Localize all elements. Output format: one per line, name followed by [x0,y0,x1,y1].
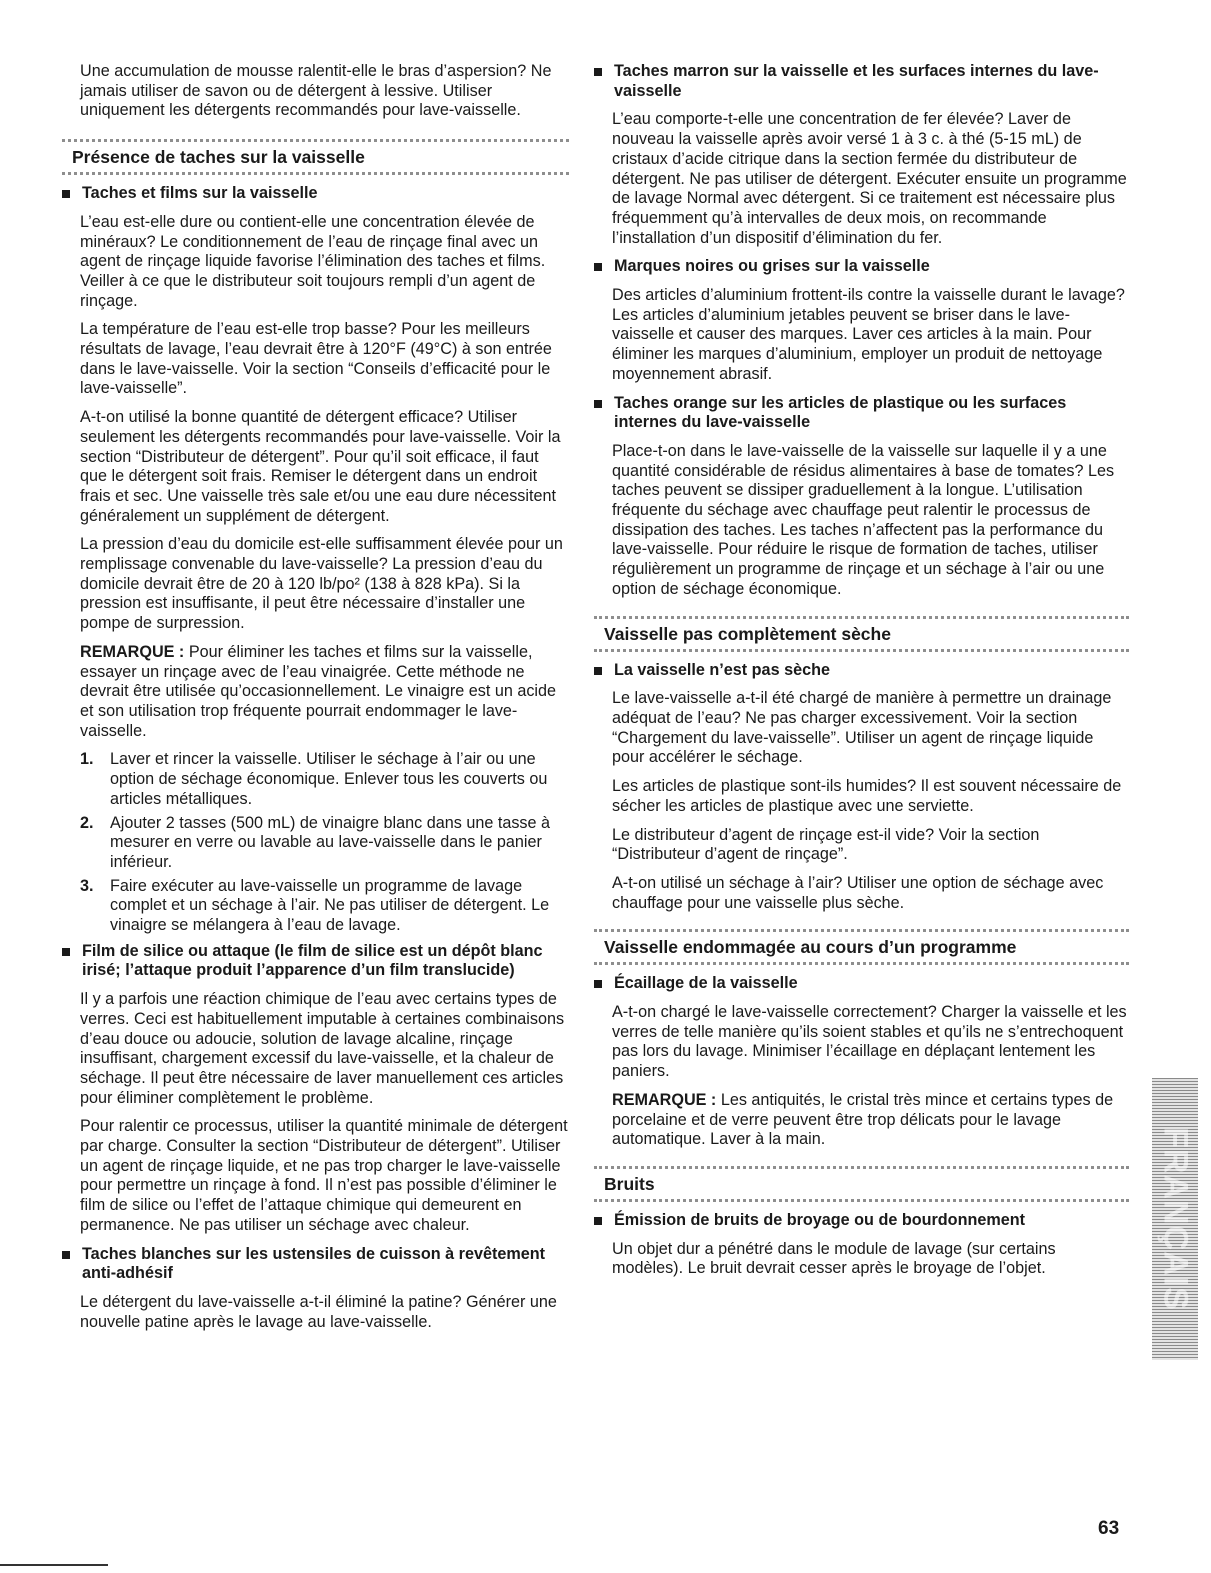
intro-paragraph: Une accumulation de mousse ralentit-elle le bras d’aspersion? Ne jamais utiliser de savon ou de détergent à lessive. Utiliser uniquement les détergents recommandés pour lave-vaisselle. [80,62,552,120]
paragraph: A-t-on utilisé un séchage à l’air? Utiliser une option de séchage avec chauffage pour une vaisselle plus sèche. [612,873,1104,912]
paragraph: Les articles de plastique sont-ils humides? Il est souvent nécessaire de sécher les articles de plastique avec une serviette. [612,777,1122,815]
paragraph: Le distributeur d’agent de rinçage est-il vide? Voir la section “Distributeur d’agent de rinçage”. [612,825,1040,864]
paragraph: A-t-on utilisé la bonne quantité de détergent efficace? Utiliser seulement les détergents recommandés pour lave-vaisselle. Voir la section “Distributeur de détergent”. Pour qu’il soit efficace, il faut que le détergent soit frais. Remiser le détergent dans un endroit frais et sec. Une vaisselle très sale et/ou une eau dure nécessitent généralement un supplément de détergent. [80,408,561,525]
square-bullet-icon [594,400,602,408]
subsection-white-spots: Taches blanches sur les ustensiles de cuisson à revêtement anti-adhésif [62,1245,569,1284]
section-title-noises: Bruits [594,1166,1129,1202]
list-item: 1. Laver et rincer la vaisselle. Utiliser le séchage à l’air ou une option de séchage économique. Enlever tous les couverts ou articles métalliques. [80,750,548,808]
paragraph: La température de l’eau est-elle trop basse? Pour les meilleurs résultats de lavage, l’eau devrait être à 120°F (49°C) à son entrée dans le lave-vaisselle. Voir la section “Conseils d’efficacité pour le lave-vaisselle”. [80,320,552,398]
paragraph: Des articles d’aluminium frottent-ils contre la vaisselle durant le lavage? Les articles d’aluminium jetables peuvent se briser dans le lave-vaisselle et causer des marques. Laver ces articles à la main. Pour éliminer les marques d’aluminium, employer un produit de nettoyage moyennement abrasif. [612,286,1125,383]
vinegar-steps-list [62,750,569,935]
subsection-not-dry: La vaisselle n’est pas sèche [594,661,1129,681]
language-side-tab: FRANÇAIS [1152,1078,1198,1360]
paragraph: Le détergent du lave-vaisselle a-t-il éliminé la patine? Générer une nouvelle patine après le lavage au lave-vaisselle. [80,1292,557,1331]
paragraph: L’eau est-elle dure ou contient-elle une concentration élevée de minéraux? Le conditionnement de l’eau de rinçage final avec un agent de rinçage liquide favorise l’élimination des taches et films. Veiller à ce que le distributeur soit toujours rempli d’un agent de rinçage. [80,212,546,310]
section-title-spots: Présence de taches sur la vaisselle [62,139,569,175]
square-bullet-icon [594,1217,602,1225]
square-bullet-icon [62,190,70,198]
left-column [62,62,569,1341]
square-bullet-icon [594,263,602,271]
remark-label: REMARQUE : [612,1090,717,1109]
remark-label: REMARQUE : [80,642,185,661]
page-number: 63 [1098,1518,1120,1539]
footer-rule [0,1564,108,1566]
subsection-chipping: Écaillage de la vaisselle [594,974,1129,994]
square-bullet-icon [594,68,602,76]
paragraph: Un objet dur a pénétré dans le module de lavage (sur certains modèles). Le bruit devrait cesser après le broyage de l’objet. [612,1239,1056,1278]
square-bullet-icon [594,667,602,675]
list-item: 2. Ajouter 2 tasses (500 mL) de vinaigre blanc dans une tasse à mesurer en verre ou lavable au lave-vaisselle dans le panier inférieur. [80,813,551,871]
square-bullet-icon [62,1251,70,1259]
square-bullet-icon [594,980,602,988]
paragraph: Il y a parfois une réaction chimique de l’eau avec certains types de verres. Ceci est habituellement imputable à certaines combinaisons d’eau douce ou adoucie, solution de lavage alcaline, rinçage insuffisant, chargement excessif du lave-vaisselle, et la chaleur de séchage. Il peut être nécessaire de laver manuellement ces articles pour éliminer complètement le problème. [80,990,565,1107]
subsection-orange-stains: Taches orange sur les articles de plastique ou les surfaces internes du lave-vaisselle [594,394,1129,433]
remark-paragraph: REMARQUE : Les antiquités, le cristal très mince et certains types de porcelaine et de verre peuvent être trop délicats pour le lavage automatique. Laver à la main. [612,1090,1114,1149]
paragraph: Pour ralentir ce processus, utiliser la quantité minimale de détergent par charge. Consulter la section “Distributeur de détergent”. Utiliser un agent de rinçage liquide, et ne pas trop charger le lave-vaisselle pour permettre un rinçage à fond. Il n’est pas possible d’éliminer le film de silice ou l’effet de l’attaque chimique qui demeurent en permanence. Ne pas utiliser un séchage avec chaleur. [80,1117,568,1234]
paragraph: L’eau comporte-t-elle une concentration de fer élevée? Laver de nouveau la vaisselle après avoir versé 1 à 3 c. à thé (5-15 mL) de cristaux d’acide citrique dans la section fermée du distributeur de détergent. Ne pas utiliser de détergent. Exécuter ensuite un programme de lavage Normal avec détergent. Si ce traitement est nécessaire plus fréquemment qu’à intervalles de deux mois, on recommande l’installation d’un dispositif d’élimination du fer. [612,110,1127,247]
paragraph: Place-t-on dans le lave-vaisselle de la vaisselle sur laquelle il y a une quantité considérable de résidus alimentaires à base de tomates? Les taches peuvent se dissiper graduellement à la longue. L’utilisation fréquente du séchage avec chauffage peut ralentir le processus de dissipation des taches. Les taches n’affectent pas la performance du lave-vaisselle. Pour réduire le risque de formation de taches, utiliser régulièrement un programme de rinçage et un séchage à l’air ou une option de séchage économique. [612,441,1115,598]
paragraph: La pression d’eau du domicile est-elle suffisamment élevée pour un remplissage convenable du lave-vaisselle? La pression d’eau du domicile devrait être de 20 à 120 lb/po² (138 à 828 kPa). Si la pression est insuffisante, il peut être nécessaire d’installer une pompe de surpression. [80,535,563,633]
list-item: 3. Faire exécuter au lave-vaisselle un programme de lavage complet et un séchage à l’air. Ne pas utiliser de détergent. Le vinaigre se mélangera à l’eau de lavage. [80,876,550,935]
paragraph: A-t-on chargé le lave-vaisselle correctement? Charger la vaisselle et les verres de telle manière qu’ils soient stables et qu’ils ne s’entrechoquent pas lors du lavage. Minimiser l’écaillage en déplaçant lentement les paniers. [612,1003,1127,1081]
subsection-spots-films: Taches et films sur la vaisselle [62,184,569,204]
right-column [594,62,1129,1288]
subsection-silica-film: Film de silice ou attaque (le film de silice est un dépôt blanc irisé; l’attaque produit l’apparence d’un film translucide) [62,942,569,981]
subsection-black-marks: Marques noires ou grises sur la vaisselle [594,257,1129,277]
section-title-damaged: Vaisselle endommagée au cours d’un programme [594,929,1129,965]
section-title-not-dry: Vaisselle pas complètement sèche [594,616,1129,652]
remark-paragraph: REMARQUE : Pour éliminer les taches et films sur la vaisselle, essayer un rinçage avec de l’eau vinaigrée. Cette méthode ne devrait être utilisée qu’occasionnellement. Le vinaigre est un acide et son utilisation trop fréquente pourrait endommager le lave-vaisselle. [80,642,557,740]
subsection-brown-stains: Taches marron sur la vaisselle et les surfaces internes du lave-vaisselle [594,62,1129,101]
square-bullet-icon [62,948,70,956]
paragraph: Le lave-vaisselle a-t-il été chargé de manière à permettre un drainage adéquat de l’eau? Ne pas charger excessivement. Voir la section “Chargement du lave-vaisselle”. Utiliser un agent de rinçage liquide pour accélérer le séchage. [612,689,1112,767]
subsection-grinding-noise: Émission de bruits de broyage ou de bourdonnement [594,1211,1129,1231]
